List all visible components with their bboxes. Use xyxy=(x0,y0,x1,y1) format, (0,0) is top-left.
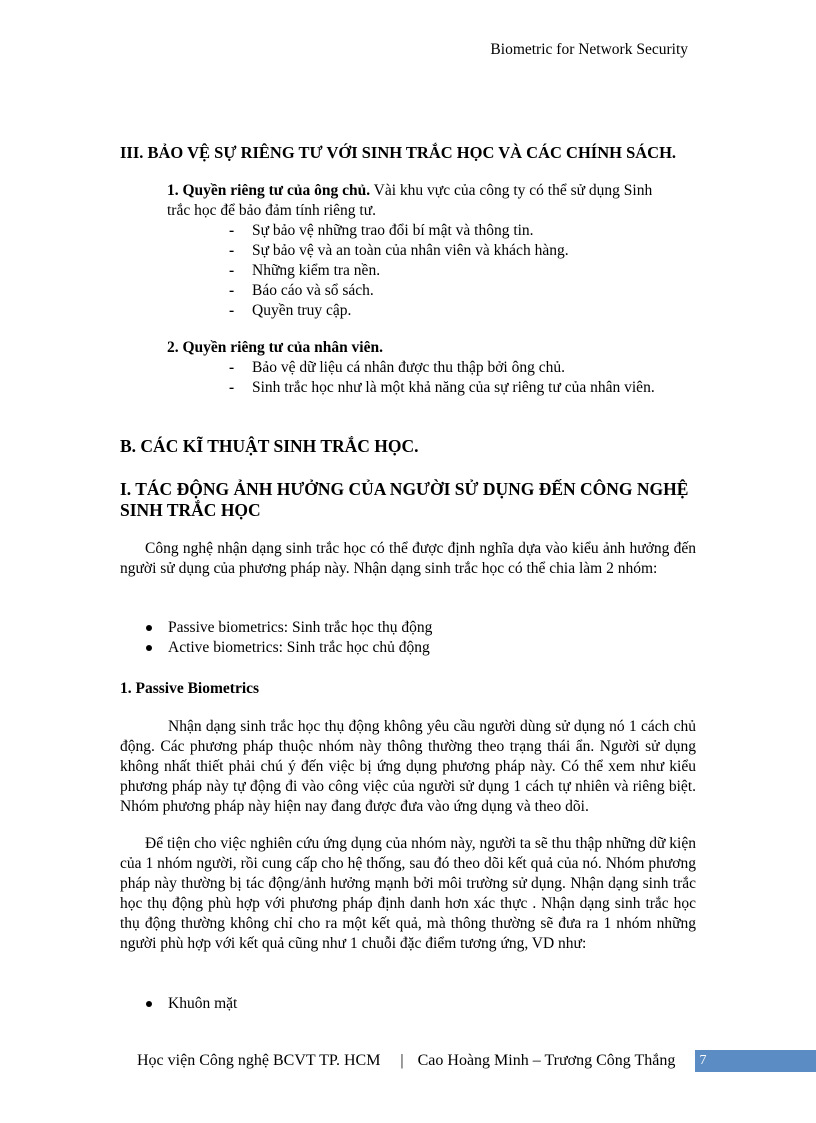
sub1-list xyxy=(229,221,569,321)
passive-heading-text: 1. Passive Biometrics xyxy=(120,680,260,697)
sub1-line1-rest: Vài khu vực của công ty có thể sử dụng Sinh xyxy=(370,182,653,199)
footer-separator: | xyxy=(400,1052,404,1069)
section-i-title-line1: I. TÁC ĐỘNG ẢNH HƯỞNG CỦA NGƯỜI SỬ DỤNG ĐẾN CÔNG NGHỆ xyxy=(120,479,689,499)
page-number-bar xyxy=(695,1050,816,1072)
sub1-paragraph xyxy=(167,181,693,221)
page-number: 7 xyxy=(695,1050,711,1072)
list-item-text: Active biometrics: Sinh trắc học chủ động xyxy=(168,639,430,656)
footer-institution: Học viện Công nghệ BCVT TP. HCM xyxy=(137,1052,381,1069)
list-item xyxy=(229,221,569,241)
list-item-text: Những kiểm tra nền. xyxy=(252,262,381,279)
section-i-bullets xyxy=(144,618,432,658)
footer-authors: Cao Hoàng Minh – Trương Công Thắng xyxy=(417,1052,676,1069)
list-item-text: Sự bảo vệ và an toàn của nhân viên và khách hàng. xyxy=(252,242,569,259)
passive-paragraph-2: Để tiện cho việc nghiên cứu ứng dụng của nhóm này, người ta sẽ thu thập những dữ kiện của 1 nhóm người, rồi cung cấp cho hệ thống, sau đó theo dõi kết quả của nó. Nhóm phương pháp này thường bị tác động/ảnh hưởng mạnh bởi môi trường sử dụng. Nhận dạng sinh trắc học thụ động phù hợp với phương pháp định danh hơn xác thực . Nhận dạng sinh trắc học thụ động thường không chỉ cho ra một kết quả, mà thông thường sẽ đưa ra 1 nhóm những người phù hợp với kết quả cũng như 1 chuỗi đặc điểm tương ứng, VD như: xyxy=(120,835,696,952)
dash-marker: - xyxy=(229,222,235,239)
page-footer xyxy=(137,1052,675,1070)
list-item xyxy=(229,378,655,398)
dash-marker: - xyxy=(229,262,235,279)
passive-bullets xyxy=(144,994,237,1014)
section-b-title: B. CÁC KĨ THUẬT SINH TRẮC HỌC. xyxy=(120,436,419,456)
bullet-dot xyxy=(146,625,152,631)
list-item xyxy=(144,994,237,1014)
sub2-list xyxy=(229,358,655,398)
list-item-text: Bảo vệ dữ liệu cá nhân được thu thập bởi ông chủ. xyxy=(252,359,565,376)
section-iii-title: III. BẢO VỆ SỰ RIÊNG TƯ VỚI SINH TRẮC HỌC VÀ CÁC CHÍNH SÁCH. xyxy=(120,143,677,162)
dash-marker: - xyxy=(229,282,235,299)
list-item-text: Quyền truy cập. xyxy=(252,302,352,319)
section-i-title xyxy=(120,479,688,521)
list-item xyxy=(229,261,569,281)
list-item-text: Passive biometrics: Sinh trắc học thụ động xyxy=(168,619,433,636)
list-item-text: Báo cáo và sổ sách. xyxy=(252,282,374,299)
bullet-dot xyxy=(146,1001,152,1007)
list-item xyxy=(229,301,569,321)
sub1-heading: 1. Quyền riêng tư của ông chủ. xyxy=(167,182,371,199)
passive-heading xyxy=(120,679,259,699)
sub1-line2: trắc học để bảo đảm tính riêng tư. xyxy=(167,202,376,219)
list-item xyxy=(144,638,432,658)
list-item xyxy=(229,281,569,301)
sub2-heading xyxy=(167,338,383,358)
running-header: Biometric for Network Security xyxy=(490,41,688,58)
section-i-intro: Công nghệ nhận dạng sinh trắc học có thể được định nghĩa dựa vào kiểu ảnh hưởng đến người sử dụng của phương pháp này. Nhận dạng sinh trắc học có thể chia làm 2 nhóm: xyxy=(120,540,696,577)
list-item-text: Sự bảo vệ những trao đổi bí mật và thông tin. xyxy=(252,222,534,239)
sub2-heading-text: 2. Quyền riêng tư của nhân viên. xyxy=(167,339,383,356)
bullet-dot xyxy=(146,645,152,651)
list-item-text: Khuôn mặt xyxy=(168,995,238,1012)
dash-marker: - xyxy=(229,359,235,376)
dash-marker: - xyxy=(229,379,235,396)
list-item xyxy=(229,241,569,261)
passive-paragraph-1: Nhận dạng sinh trắc học thụ động không yêu cầu người dùng sử dụng nó 1 cách chủ động. Các phương pháp thuộc nhóm này thông thường theo trạng thái ẩn. Người sử dụng không nhất thiết phải chú ý đến việc bị ứng dụng phương pháp này. Có thể xem như kiểu phương pháp này tự động đi vào công việc của người sử dụng 1 cách tự nhiên và riêng biệt. Nhóm phương pháp này hiện nay đang được đưa vào ứng dụng và theo dõi. xyxy=(120,718,696,815)
list-item xyxy=(229,358,655,378)
list-item xyxy=(144,618,432,638)
list-item-text: Sinh trắc học như là một khả năng của sự riêng tư của nhân viên. xyxy=(252,379,655,396)
section-i-title-line2: SINH TRẮC HỌC xyxy=(120,500,261,520)
dash-marker: - xyxy=(229,302,235,319)
dash-marker: - xyxy=(229,242,235,259)
